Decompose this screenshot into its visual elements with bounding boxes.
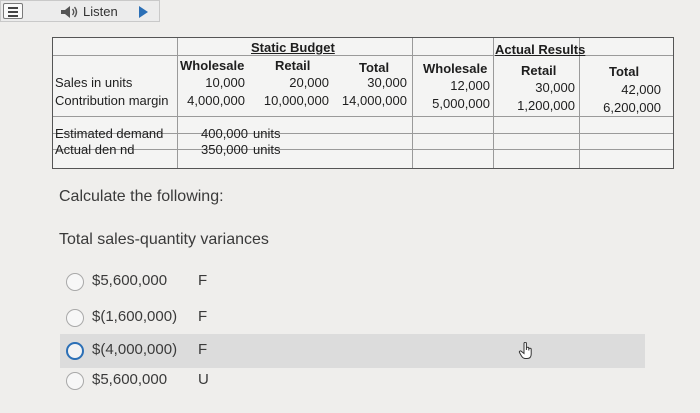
play-icon[interactable] — [139, 6, 148, 18]
demand-label: Actual den nd — [55, 142, 135, 157]
col-header: Total — [609, 64, 640, 79]
option-code: F — [198, 272, 208, 289]
table-cell: 30,000 — [367, 75, 407, 90]
row-label: Sales in units — [55, 75, 133, 90]
table-cell: 10,000 — [205, 75, 245, 90]
option-code: F — [198, 341, 208, 358]
static-budget-header: Static Budget — [251, 40, 335, 55]
table-cell: 6,200,000 — [603, 100, 661, 115]
question-text: Total sales-quantity variances — [59, 231, 269, 248]
table-cell: 1,200,000 — [517, 98, 575, 113]
radio-button[interactable] — [66, 309, 84, 327]
hand-cursor-icon — [518, 342, 534, 360]
option-value: $5,600,000 — [92, 272, 168, 289]
answer-option-selected[interactable] — [60, 334, 645, 368]
option-value: $(4,000,000) — [92, 341, 178, 358]
table-cell: 5,000,000 — [432, 96, 490, 111]
prompt-text: Calculate the following: — [59, 188, 224, 205]
listen-toolbar — [0, 0, 160, 22]
table-cell: 42,000 — [621, 82, 661, 97]
col-header: Wholesale — [180, 58, 245, 73]
budget-table — [52, 37, 674, 169]
table-cell: 20,000 — [289, 75, 329, 90]
option-code: U — [198, 371, 209, 388]
demand-value: 350,000 — [201, 142, 248, 157]
answer-option[interactable] — [60, 301, 645, 335]
answer-option[interactable] — [60, 265, 645, 299]
radio-button[interactable] — [66, 372, 84, 390]
demand-label: Estimated demand — [55, 126, 164, 141]
speaker-icon[interactable] — [59, 5, 79, 19]
row-label: Contribution margin — [55, 93, 169, 108]
radio-button[interactable] — [66, 273, 84, 291]
table-cell: 30,000 — [535, 80, 575, 95]
answer-option[interactable] — [60, 364, 645, 398]
option-value: $5,600,000 — [92, 371, 168, 388]
demand-unit: units — [253, 126, 281, 141]
demand-value: 400,000 — [201, 126, 248, 141]
table-cell: 14,000,000 — [341, 93, 407, 108]
col-header: Total — [359, 60, 390, 75]
col-header: Retail — [521, 63, 557, 78]
demand-unit: units — [253, 142, 281, 157]
table-cell: 4,000,000 — [187, 93, 245, 108]
menu-icon[interactable] — [3, 3, 23, 19]
option-code: F — [198, 308, 208, 325]
actual-results-header: Actual Results — [495, 42, 586, 57]
table-cell: 10,000,000 — [263, 93, 329, 108]
col-header: Retail — [275, 58, 311, 73]
col-header: Wholesale — [423, 61, 488, 76]
option-value: $(1,600,000) — [92, 308, 178, 325]
radio-button[interactable] — [66, 342, 84, 360]
table-cell: 12,000 — [450, 78, 490, 93]
listen-label[interactable]: Listen — [83, 4, 118, 19]
